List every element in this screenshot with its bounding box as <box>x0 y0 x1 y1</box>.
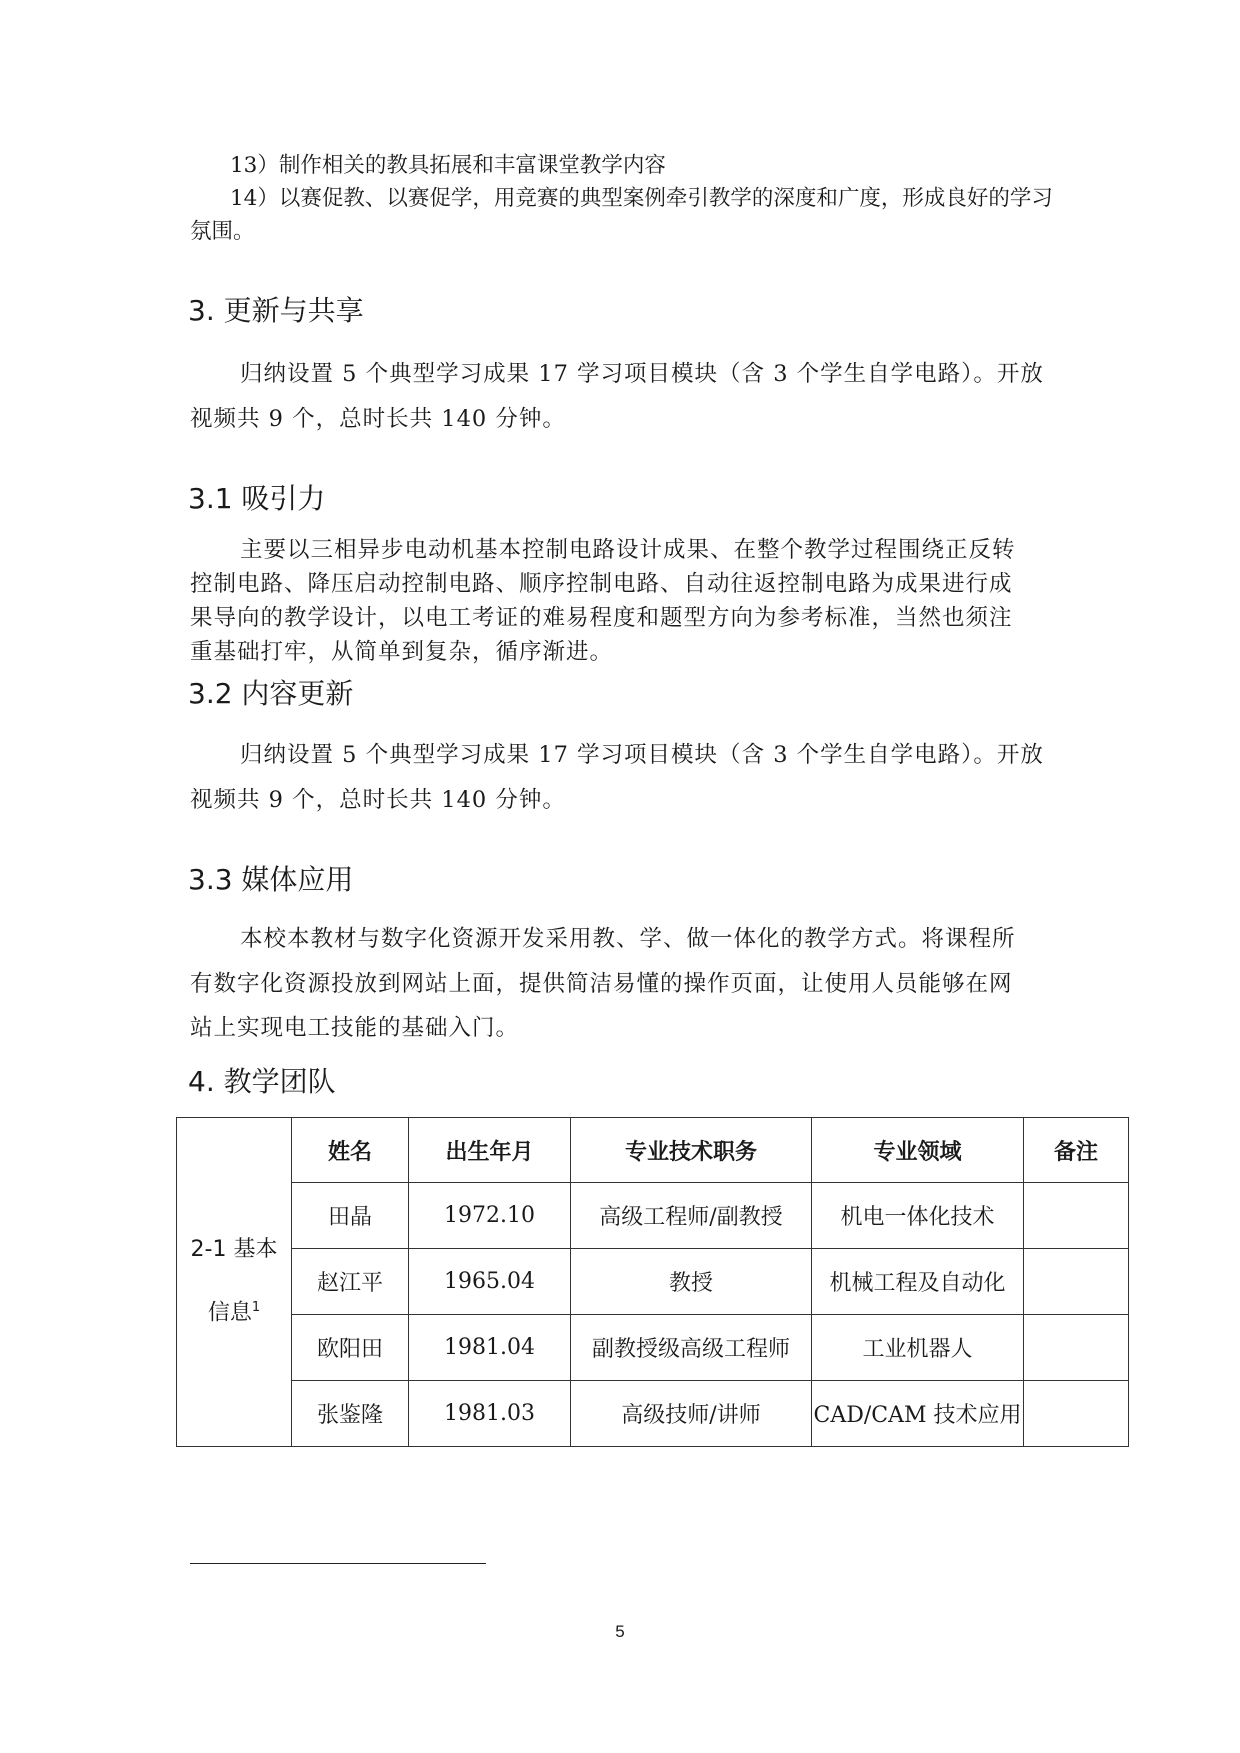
cell-birth: 1972.10 <box>409 1183 571 1249</box>
cell-birth: 1981.04 <box>409 1315 571 1381</box>
table-row <box>177 1315 1129 1381</box>
table-row <box>177 1381 1129 1447</box>
cell-notes <box>1024 1315 1129 1381</box>
cell-notes <box>1024 1381 1129 1447</box>
section-heading-3-2: 3.2 内容更新 <box>188 677 354 710</box>
column-header-name: 姓名 <box>292 1118 409 1183</box>
list-item-13: 13）制作相关的教具拓展和丰富课堂教学内容 <box>230 153 666 178</box>
section-3-line-2: 视频共 9 个，总时长共 140 分钟。 <box>190 406 566 432</box>
section-3-1-line-4: 重基础打牢，从简单到复杂，循序渐进。 <box>190 639 614 665</box>
team-table <box>176 1117 1129 1447</box>
section-3-2-line-1: 归纳设置 5 个典型学习成果 17 学习项目模块（含 3 个学生自学电路）。开放 <box>240 742 1044 768</box>
cell-field: 机电一体化技术 <box>812 1183 1024 1249</box>
page-number: 5 <box>615 1622 625 1641</box>
section-heading-4: 4. 教学团队 <box>188 1065 336 1098</box>
table-row-header <box>177 1118 292 1447</box>
section-3-3-line-2: 有数字化资源投放到网站上面，提供简洁易懂的操作页面，让使用人员能够在网 <box>190 971 1013 997</box>
list-item-14: 14）以赛促教、以赛促学，用竞赛的典型案例牵引教学的深度和广度，形成良好的学习 <box>230 186 1053 211</box>
footnote-marker: 1 <box>251 1300 261 1316</box>
cell-field: 机械工程及自动化 <box>812 1249 1024 1315</box>
cell-field: 工业机器人 <box>812 1315 1024 1381</box>
table-row <box>177 1183 1129 1249</box>
cell-name: 田晶 <box>292 1183 409 1249</box>
table-header-row <box>177 1118 1129 1183</box>
cell-title: 高级工程师/副教授 <box>571 1183 812 1249</box>
table-row <box>177 1249 1129 1315</box>
section-heading-3-1: 3.1 吸引力 <box>188 482 326 515</box>
cell-notes <box>1024 1249 1129 1315</box>
column-header-notes: 备注 <box>1024 1118 1129 1183</box>
section-3-3-line-1: 本校本教材与数字化资源开发采用教、学、做一体化的教学方式。将课程所 <box>240 926 1016 952</box>
row-header-line-2: 信息 <box>207 1300 252 1326</box>
column-header-title: 专业技术职务 <box>571 1118 812 1183</box>
cell-title: 副教授级高级工程师 <box>571 1315 812 1381</box>
section-3-3-line-3: 站上实现电工技能的基础入门。 <box>190 1015 520 1041</box>
cell-title: 教授 <box>571 1249 812 1315</box>
cell-name: 欧阳田 <box>292 1315 409 1381</box>
footnote-separator <box>190 1563 486 1564</box>
section-3-1-line-3: 果导向的教学设计，以电工考证的难易程度和题型方向为参考标准，当然也须注 <box>190 605 1013 631</box>
cell-birth: 1965.04 <box>409 1249 571 1315</box>
section-3-1-line-2: 控制电路、降压启动控制电路、顺序控制电路、自动往返控制电路为成果进行成 <box>190 571 1013 597</box>
section-heading-3-3: 3.3 媒体应用 <box>188 863 354 896</box>
cell-field: CAD/CAM 技术应用 <box>812 1381 1024 1447</box>
cell-name: 张鉴隆 <box>292 1381 409 1447</box>
section-3-line-1: 归纳设置 5 个典型学习成果 17 学习项目模块（含 3 个学生自学电路）。开放 <box>240 361 1044 387</box>
cell-title: 高级技师/讲师 <box>571 1381 812 1447</box>
cell-birth: 1981.03 <box>409 1381 571 1447</box>
column-header-field: 专业领域 <box>812 1118 1024 1183</box>
cell-name: 赵江平 <box>292 1249 409 1315</box>
list-item-14-cont: 氛围。 <box>190 219 255 244</box>
section-3-1-line-1: 主要以三相异步电动机基本控制电路设计成果、在整个教学过程围绕正反转 <box>240 537 1016 563</box>
column-header-birth: 出生年月 <box>409 1118 571 1183</box>
row-header-line-1: 2-1 基本 <box>190 1237 278 1263</box>
section-heading-3: 3. 更新与共享 <box>188 294 364 327</box>
section-3-2-line-2: 视频共 9 个，总时长共 140 分钟。 <box>190 787 566 813</box>
cell-notes <box>1024 1183 1129 1249</box>
